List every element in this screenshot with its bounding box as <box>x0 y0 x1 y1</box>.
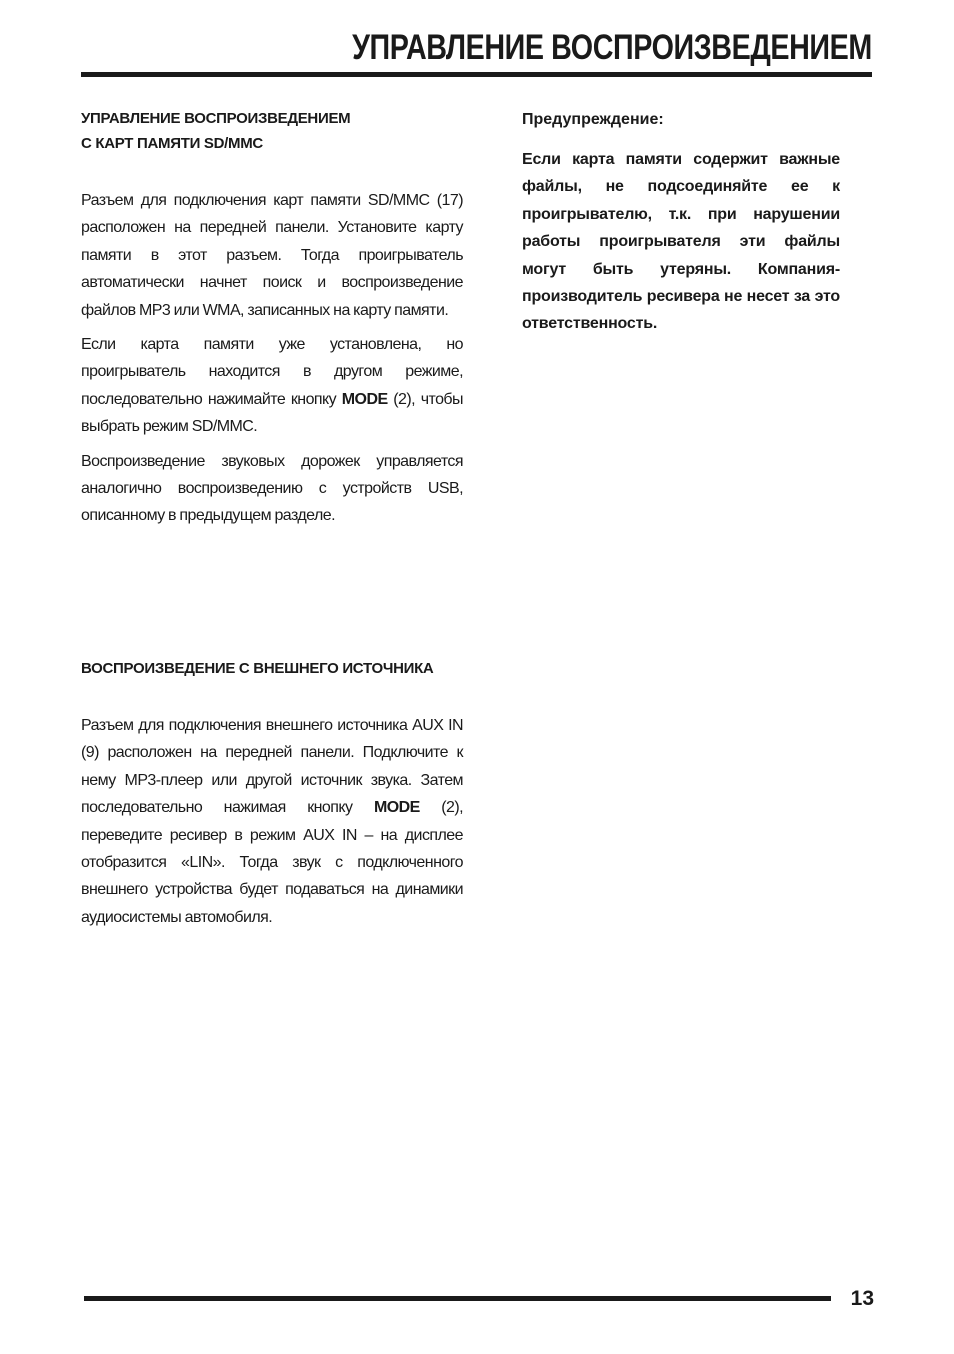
section-aux <box>81 656 463 938</box>
paragraph-sd-2-text-b: (2), чтобы выбрать режим SD/MMC. <box>81 390 464 436</box>
mode-button-ref-aux: MODE <box>373 799 420 817</box>
page-title: УПРАВЛЕНИЕ ВОСПРОИЗВЕДЕНИЕМ <box>352 28 872 67</box>
heading-line-1: УПРАВЛЕНИЕ ВОСПРОИЗВЕДЕНИЕМ <box>81 110 351 127</box>
footer-rule <box>84 1296 831 1301</box>
paragraph-aux-1-text-a: Разъем для подключения внешнего источника AUX IN (9) расположен на передней панели. Подключите к нему MP3-плеер или другой источник звука. Затем последовательно нажимая кнопку <box>81 717 463 817</box>
paragraph-aux-1 <box>81 712 463 931</box>
warning-text: Если карта памяти содержит важные файлы, не подсоединяйте ее к проигрывателю, т.к. при нарушении работы проигрывателя эти файлы могут быть утеряны. Компания-производитель ресивера не несет за это ответственность. <box>522 151 840 333</box>
paragraph-sd-1: Разъем для подключения карт памяти SD/MMC (17) расположен на передней панели. Установите карту памяти в этот разъем. Тогда проигрыватель автоматически начнет поиск и воспроизведение файлов MP3 или WMA, записанных на карту памяти. <box>81 192 463 319</box>
section-heading-sd-card <box>81 106 463 156</box>
paragraph-sd-3: Воспроизведение звуковых дорожек управляется аналогично воспроизведению с устройств USB, описанному в предыдущем разделе. <box>81 452 463 525</box>
warning-block <box>522 106 840 338</box>
heading-line-2: С КАРТ ПАМЯТИ SD/MMC <box>81 135 263 152</box>
paragraph-sd-2 <box>81 331 463 441</box>
paragraph-sd-2-text-a: Если карта памяти уже установлена, но проигрыватель находится в другом режиме, последовательно нажимайте кнопку <box>81 336 463 408</box>
title-rule <box>81 72 872 77</box>
section-sd-card <box>81 106 463 537</box>
paragraph-aux-1-text-b: (2), переведите ресивер в режим AUX IN – на дисплее отобразится «LIN». Тогда звук с подключенного внешнего устройства будет подаваться на динамики аудиосистемы автомобиля. <box>81 799 463 926</box>
section-heading-aux: ВОСПРОИЗВЕДЕНИЕ С ВНЕШНЕГО ИСТОЧНИКА <box>81 660 434 677</box>
page-number: 13 <box>850 1287 874 1310</box>
mode-button-ref: MODE <box>341 390 388 408</box>
warning-label: Предупреждение: <box>522 111 664 128</box>
